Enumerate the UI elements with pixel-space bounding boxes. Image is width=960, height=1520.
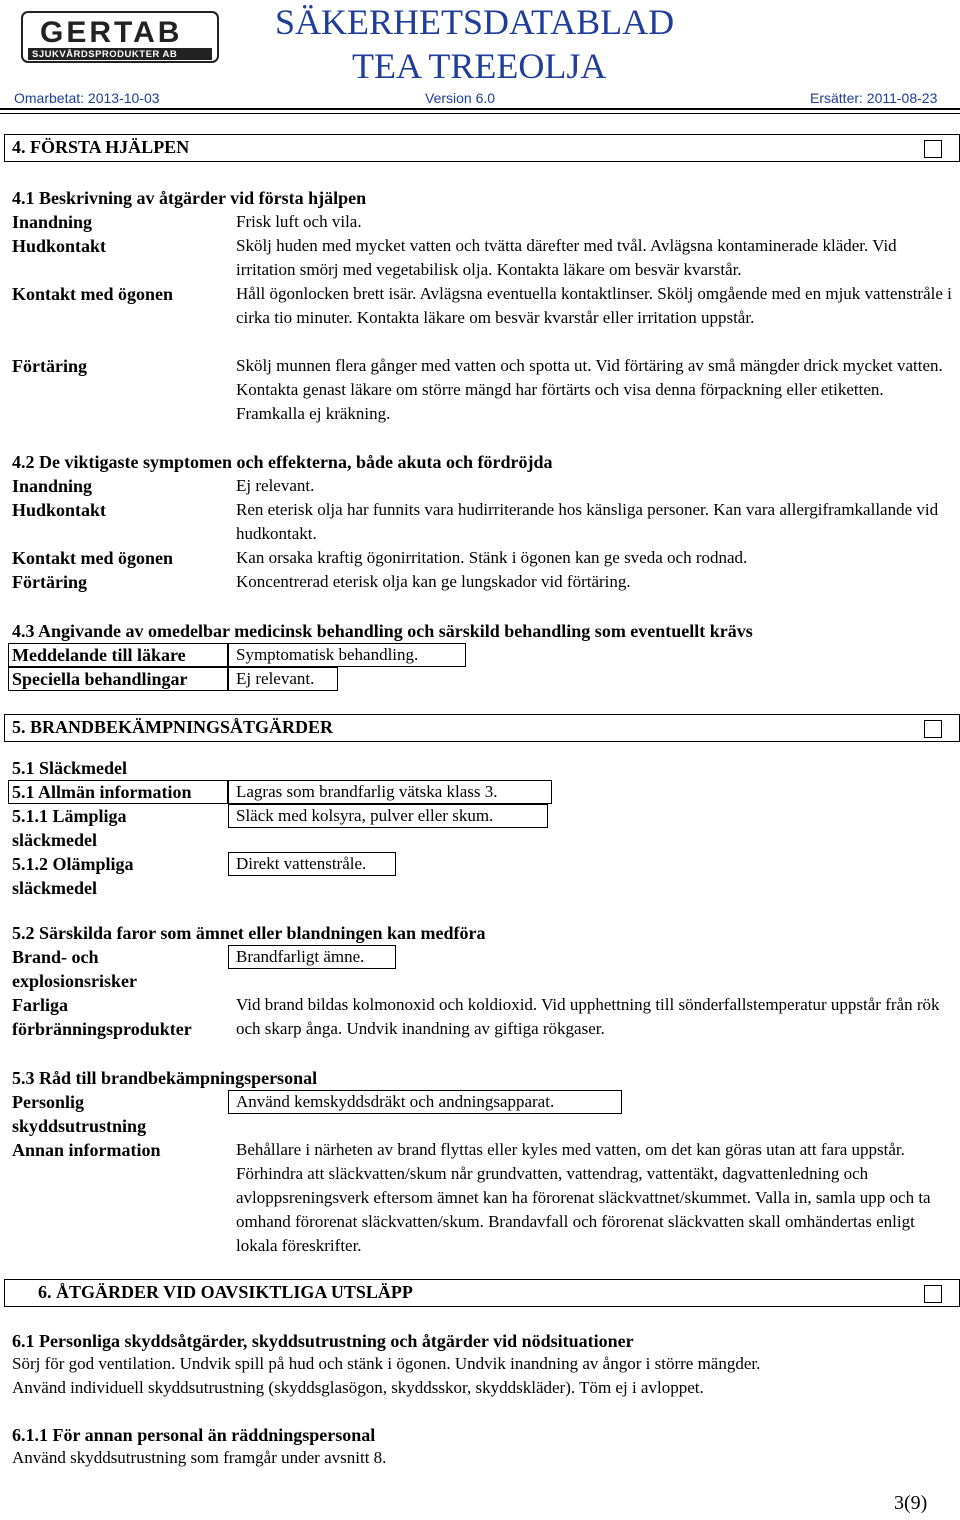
label-kontakt-ogonen: Kontakt med ögonen (12, 284, 174, 304)
label-hudkontakt: Hudkontakt (12, 236, 107, 256)
label-farliga-1: Farliga (12, 995, 68, 1015)
value-speciella: Ej relevant. (236, 669, 315, 688)
label-lampliga-2: släckmedel (12, 830, 97, 850)
label-symptom-inandning: Inandning (12, 476, 93, 496)
heading-5-3: 5.3 Råd till brandbekämpningspersonal (12, 1068, 318, 1088)
page-number: 3(9) (894, 1492, 928, 1514)
value-symptom-inandning: Ej relevant. (236, 476, 315, 495)
logo-text: GERTAB (40, 16, 183, 49)
header-rule-thin (0, 113, 960, 114)
label-annan-information: Annan information (12, 1140, 161, 1160)
value-symptom-ogonen: Kan orsaka kraftig ögonirritation. Stänk i ögonen kan ge sveda och rodnad. (236, 548, 748, 567)
heading-6-1: 6.1 Personliga skyddsåtgärder, skyddsutrustning och åtgärder vid nödsituationer (12, 1331, 634, 1351)
label-symptom-hudkontakt: Hudkontakt (12, 500, 107, 520)
label-meddelande: Meddelande till läkare (12, 645, 186, 665)
label-fortaring: Förtäring (12, 356, 87, 376)
value-allman: Lagras som brandfarlig vätska klass 3. (236, 782, 498, 801)
document-title: SÄKERHETSDATABLAD (275, 2, 675, 42)
value-meddelande: Symptomatisk behandling. (236, 645, 419, 664)
label-personlig-2: skyddsutrustning (12, 1116, 147, 1136)
section-4-checkbox (924, 140, 942, 158)
section-6-checkbox (924, 1285, 942, 1303)
label-brand-2: explosionsrisker (12, 971, 138, 991)
value-symptom-hudkontakt: Ren eterisk olja har funnits vara hudirriterande hos känsliga personer. Kan vara allergiframkallande vid hudkontakt. (236, 500, 939, 543)
paragraph-6-1-b: Använd individuell skyddsutrustning (skyddsglasögon, skyddsskor, skyddskläder). Töm ej i avloppet. (12, 1378, 704, 1397)
value-hudkontakt: Skölj huden med mycket vatten och tvätta därefter med tvål. Avlägsna kontaminerade kläder. Vid irritation smörj med vegetabilisk olja. Kontakta läkare om besvär kvarstår. (236, 236, 897, 279)
label-farliga-2: förbränningsprodukter (12, 1019, 192, 1039)
label-brand-1: Brand- och (12, 947, 99, 967)
version: Version 6.0 (425, 90, 496, 106)
value-brand: Brandfarligt ämne. (236, 947, 365, 966)
label-symptom-fortaring: Förtäring (12, 572, 87, 592)
heading-4-1: 4.1 Beskrivning av åtgärder vid första hjälpen (12, 188, 367, 208)
paragraph-6-1-a: Sörj för god ventilation. Undvik spill på hud och stänk i ögonen. Undvik inandning av ångor i större mängder. (12, 1354, 761, 1373)
section-4-title: 4. FÖRSTA HJÄLPEN (12, 137, 190, 157)
value-annan-information: Behållare i närheten av brand flyttas eller kyles med vatten, om det kan göras utan att fara uppstår. Förhindra att släckvatten/skum når grundvatten, vattendrag, vattentäkt, dagvattenledning och avloppsreningsverk eftersom ämnet kan ha förorenat släckvattnet/skummet. Valla in, samla upp och ta omhand förorenat släckvatten/skum. Brandavfall och förorenat släckvatten skall omhändertas enligt lokala föreskrifter. (236, 1140, 931, 1255)
product-name: TEA TREEOLJA (352, 46, 607, 86)
paragraph-6-1-1: Använd skyddsutrustning som framgår under avsnitt 8. (12, 1448, 387, 1467)
label-olampliga-2: släckmedel (12, 878, 97, 898)
heading-6-1-1: 6.1.1 För annan personal än räddningspersonal (12, 1425, 376, 1445)
heading-5-1: 5.1 Släckmedel (12, 758, 127, 778)
logo-subtext: SJUKVÅRDSPRODUKTER AB (32, 49, 178, 60)
heading-4-3: 4.3 Angivande av omedelbar medicinsk behandling och särskild behandling som eventuellt krävs (12, 621, 753, 641)
label-personlig-1: Personlig (12, 1092, 84, 1112)
edited-date: Omarbetat: 2013-10-03 (14, 90, 160, 106)
label-symptom-ogonen: Kontakt med ögonen (12, 548, 174, 568)
value-inandning: Frisk luft och vila. (236, 212, 362, 231)
value-personlig: Använd kemskyddsdräkt och andningsapparat. (236, 1092, 555, 1111)
value-fortaring: Skölj munnen flera gånger med vatten och spotta ut. Vid förtäring av små mängder drick mycket vatten. Kontakta genast läkare om större mängd har förtärts och visa denna förpackning eller etiketten. Framkalla ej kräkning. (236, 356, 943, 423)
section-5-checkbox (924, 720, 942, 738)
header-rule (0, 108, 960, 110)
heading-5-2: 5.2 Särskilda faror som ämnet eller blandningen kan medföra (12, 923, 486, 943)
label-allman: 5.1 Allmän information (12, 782, 192, 802)
section-6-title: 6. ÅTGÄRDER VID OAVSIKTLIGA UTSLÄPP (38, 1282, 413, 1302)
company-logo (20, 8, 220, 68)
section-5-title: 5. BRANDBEKÄMPNINGSÅTGÄRDER (12, 717, 334, 737)
value-farliga: Vid brand bildas kolmonoxid och koldioxid. Vid upphettning till sönderfallstemperatur uppstår från rök och skarp ånga. Undvik inandning av giftiga rökgaser. (236, 995, 940, 1038)
value-lampliga: Släck med kolsyra, pulver eller skum. (236, 806, 494, 825)
replaces-date: Ersätter: 2011-08-23 (810, 90, 938, 106)
label-olampliga-1: 5.1.2 Olämpliga (12, 854, 134, 874)
heading-4-2: 4.2 De viktigaste symptomen och effekterna, både akuta och fördröjda (12, 452, 553, 472)
value-symptom-fortaring: Koncentrerad eterisk olja kan ge lungskador vid förtäring. (236, 572, 631, 591)
label-inandning: Inandning (12, 212, 93, 232)
label-speciella: Speciella behandlingar (12, 669, 188, 689)
label-lampliga-1: 5.1.1 Lämpliga (12, 806, 127, 826)
value-olampliga: Direkt vattenstråle. (236, 854, 367, 873)
value-kontakt-ogonen: Håll ögonlocken brett isär. Avlägsna eventuella kontaktlinser. Skölj omgående med en mjuk vattenstråle i cirka tio minuter. Kontakta läkare om besvär kvarstår eller irritation uppstår. (236, 284, 952, 327)
